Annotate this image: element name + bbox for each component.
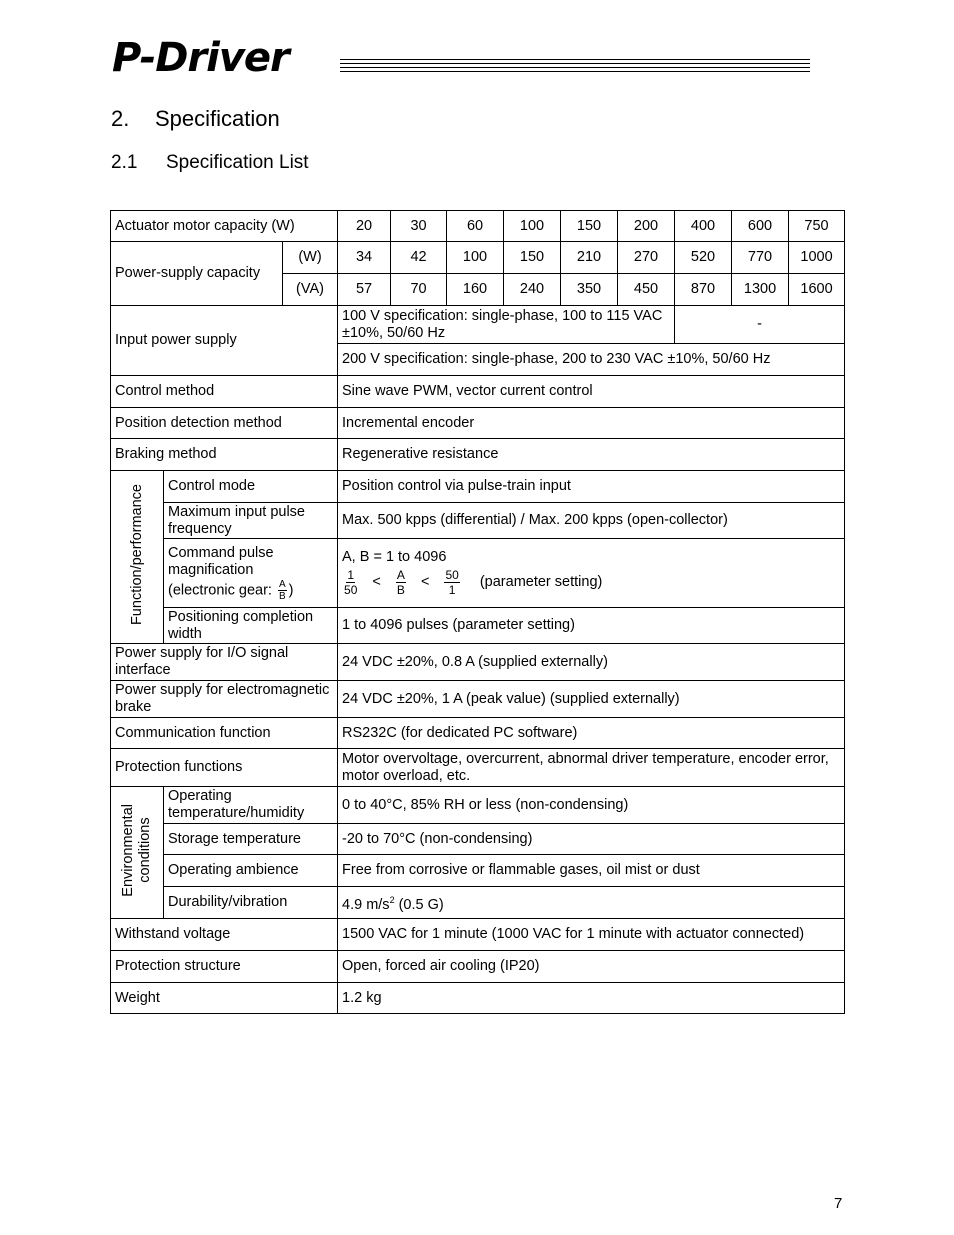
table-cell: 100	[504, 211, 561, 242]
table-cell: 770	[732, 242, 789, 274]
row-label: Communication function	[111, 718, 338, 749]
row-label: Control mode	[164, 471, 338, 503]
row-label: Operating ambience	[164, 855, 338, 887]
table-row	[111, 951, 845, 983]
section-heading	[111, 106, 280, 132]
unit-label: (VA)	[283, 274, 338, 306]
row-label: Withstand voltage	[111, 919, 338, 951]
subsection-heading	[111, 152, 309, 174]
table-row	[111, 408, 845, 439]
table-row	[111, 539, 845, 608]
table-cell: Position control via pulse-train input	[338, 471, 845, 503]
subsection-number: 2.1	[111, 152, 138, 173]
row-label: Input power supply	[111, 306, 338, 376]
table-cell	[338, 539, 845, 608]
table-cell: Regenerative resistance	[338, 439, 845, 471]
table-row	[111, 439, 845, 471]
table-cell: 42	[391, 242, 447, 274]
ab-fraction: $\frac{A}{B}$	[396, 568, 405, 597]
table-cell: 70	[391, 274, 447, 306]
table-cell: 60	[447, 211, 504, 242]
max-fraction: $\frac{50}{1}$	[445, 568, 459, 597]
table-cell: 4.9 $m/s^2$ (0.5 G)	[338, 887, 845, 919]
table-row	[111, 749, 845, 787]
table-cell: 240	[504, 274, 561, 306]
section-number: 2.	[111, 106, 130, 131]
logo-decorative-lines	[340, 59, 810, 75]
table-cell: RS232C (for dedicated PC software)	[338, 718, 845, 749]
logo-text: P-Driver	[112, 35, 289, 81]
environmental-conditions-label: Environmental conditions	[120, 803, 153, 897]
table-cell: -	[675, 306, 845, 344]
table-row	[111, 887, 845, 919]
specification-table	[110, 210, 845, 1014]
table-cell: Free from corrosive or flammable gases, oil mist or dust	[338, 855, 845, 887]
gear-fraction: $\frac{A}{B}$	[279, 578, 286, 602]
table-row	[111, 983, 845, 1014]
table-cell: 100	[447, 242, 504, 274]
table-row	[111, 787, 845, 824]
row-label: Power supply for electromagnetic brake	[111, 681, 338, 718]
table-cell: 350	[561, 274, 618, 306]
table-cell: 0 to 40°C, 85% RH or less (non-condensing)	[338, 787, 845, 824]
subsection-title: Specification List	[166, 152, 309, 173]
table-cell: 1000	[789, 242, 845, 274]
table-cell: 100 V specification: single-phase, 100 to 115 VAC ±10%, 50/60 Hz	[338, 306, 675, 344]
label-line: magnification	[168, 561, 254, 578]
label-line: (electronic gear: $\frac{A}{B}$ )	[168, 578, 294, 602]
table-cell: 57	[338, 274, 391, 306]
table-cell: 200 V specification: single-phase, 200 to 230 VAC ±10%, 50/60 Hz	[338, 344, 845, 376]
table-cell: 1300	[732, 274, 789, 306]
table-cell: Sine wave PWM, vector current control	[338, 376, 845, 408]
table-cell: Incremental encoder	[338, 408, 845, 439]
table-cell: 1.2 kg	[338, 983, 845, 1014]
row-label: Protection structure	[111, 951, 338, 983]
min-fraction: $\frac{1}{50}$	[344, 568, 358, 597]
table-row	[111, 824, 845, 855]
table-cell: 1600	[789, 274, 845, 306]
row-label: Power-supply capacity	[111, 242, 283, 306]
table-cell: Open, forced air cooling (IP20)	[338, 951, 845, 983]
table-cell: 750	[789, 211, 845, 242]
table-row	[111, 855, 845, 887]
table-row	[111, 644, 845, 681]
function-performance-label: Function/performance	[128, 483, 145, 626]
table-cell: 1500 VAC for 1 minute (1000 VAC for 1 minute with actuator connected)	[338, 919, 845, 951]
row-label: Power supply for I/O signal interface	[111, 644, 338, 681]
table-row	[111, 681, 845, 718]
table-cell: 1 to 4096 pulses (parameter setting)	[338, 608, 845, 644]
label-line: Command pulse	[168, 544, 274, 561]
group-label-cell	[111, 471, 164, 644]
table-cell: 34	[338, 242, 391, 274]
group-label-cell	[111, 787, 164, 919]
table-row	[111, 211, 845, 242]
page-number: 7	[834, 1195, 843, 1212]
table-row	[111, 919, 845, 951]
row-label: Durability/vibration	[164, 887, 338, 919]
table-row	[111, 242, 845, 274]
table-cell: 30	[391, 211, 447, 242]
row-label: Protection functions	[111, 749, 338, 787]
gear-inequality: $\frac{1}{50}$ < $\frac{A}{B}$ < $\frac{50}{1}$ (parameter setting)	[344, 568, 603, 597]
table-cell: Max. 500 kpps (differential) / Max. 200 kpps (open-collector)	[338, 503, 845, 539]
row-label: Weight	[111, 983, 338, 1014]
row-label: Position detection method	[111, 408, 338, 439]
p-driver-logo	[112, 35, 812, 86]
row-label: Maximum input pulse frequency	[164, 503, 338, 539]
table-cell: 520	[675, 242, 732, 274]
table-cell: 400	[675, 211, 732, 242]
row-label: Braking method	[111, 439, 338, 471]
table-cell: 24 VDC ±20%, 0.8 A (supplied externally)	[338, 644, 845, 681]
table-row	[111, 503, 845, 539]
unit-label: (W)	[283, 242, 338, 274]
table-cell: 20	[338, 211, 391, 242]
table-cell: 24 VDC ±20%, 1 A (peak value) (supplied externally)	[338, 681, 845, 718]
gear-range: A, B = 1 to 4096	[342, 549, 447, 565]
table-cell: 150	[504, 242, 561, 274]
row-label: Storage temperature	[164, 824, 338, 855]
table-cell: Motor overvoltage, overcurrent, abnormal driver temperature, encoder error, motor overload, etc.	[338, 749, 845, 787]
table-cell: 160	[447, 274, 504, 306]
table-row	[111, 306, 845, 344]
table-cell: 600	[732, 211, 789, 242]
table-row	[111, 718, 845, 749]
table-cell: 450	[618, 274, 675, 306]
table-cell: 150	[561, 211, 618, 242]
table-cell: -20 to 70°C (non-condensing)	[338, 824, 845, 855]
row-label	[164, 539, 338, 608]
table-cell: 270	[618, 242, 675, 274]
table-cell: 210	[561, 242, 618, 274]
row-label: Positioning completion width	[164, 608, 338, 644]
table-cell: 200	[618, 211, 675, 242]
table-row	[111, 608, 845, 644]
table-row	[111, 471, 845, 503]
table-row	[111, 376, 845, 408]
row-label: Actuator motor capacity (W)	[111, 211, 338, 242]
table-cell: 870	[675, 274, 732, 306]
row-label: Operating temperature/humidity	[164, 787, 338, 824]
row-label: Control method	[111, 376, 338, 408]
section-title: Specification	[155, 106, 280, 131]
